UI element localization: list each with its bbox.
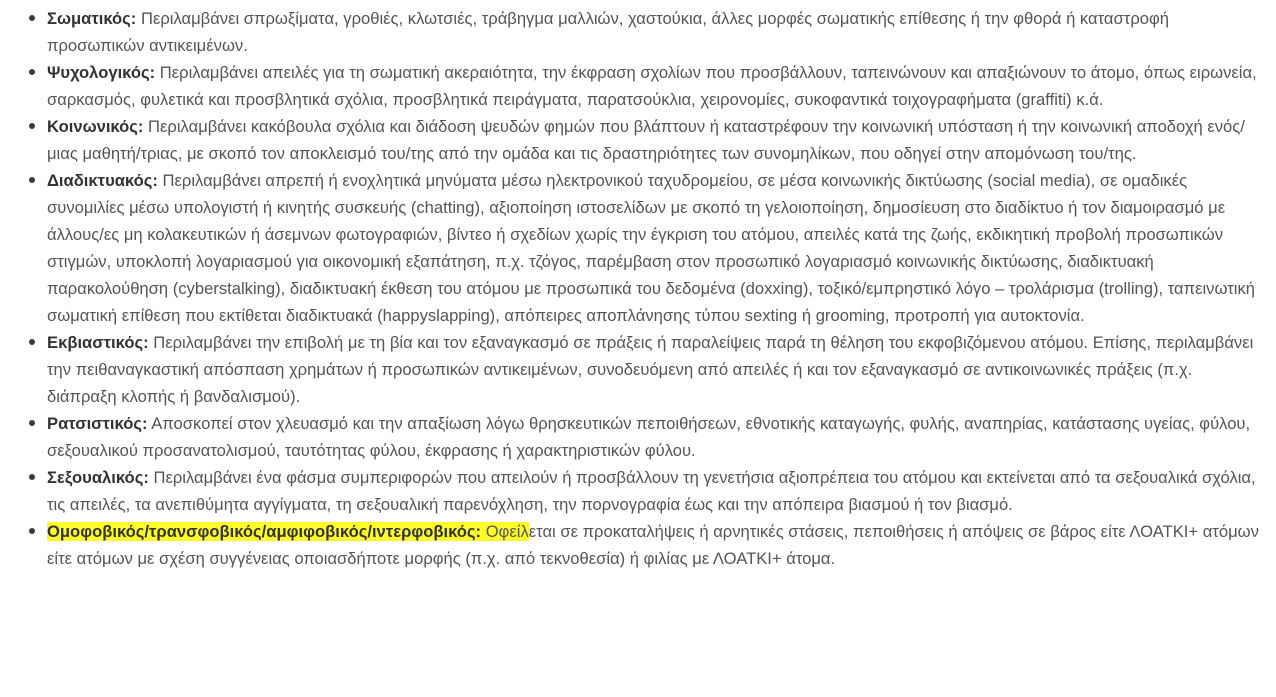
bullet-icon: [29, 69, 35, 75]
bullet-icon: [29, 15, 35, 21]
list-item-ekviastikos: [0, 329, 1276, 410]
list-item-somatikos: [0, 5, 1276, 59]
term-label: Κοινωνικός:: [47, 117, 144, 136]
term-label: Διαδικτυακός:: [47, 171, 158, 190]
term-label: Σωματικός:: [47, 9, 137, 28]
term-label: Ψυχολογικός:: [47, 63, 156, 82]
bullying-types-list: [0, 5, 1276, 572]
list-item-sexoualikos: [0, 464, 1276, 518]
highlighted-text: Οφείλ: [481, 522, 529, 541]
term-label: Ρατσιστικός:: [47, 414, 148, 433]
term-label-highlighted: Ομοφοβικός/τρανσφοβικός/αμφιφοβικός/ιντερφοβικός:: [47, 522, 482, 541]
list-item-koinonikos: [0, 113, 1276, 167]
item-description: Περιλαμβάνει απειλές για τη σωματική ακεραιότητα, την έκφραση σχολίων που προσβάλλουν, ταπεινώνουν και απαξιώνουν το άτομο, όπως ειρωνεία, σαρκασμός, φυλετικά και προσβλητικά σχόλια, προσβλητικά πειράγματα, παρατσούκλια, χειρονομίες, συκοφαντικά τοιχογραφήματα (graffiti) κ.ά.: [47, 63, 1257, 109]
document-body: [0, 5, 1276, 572]
list-item-psychologikos: [0, 59, 1276, 113]
list-item-diadiktyakos: [0, 167, 1276, 329]
bullet-icon: [29, 420, 35, 426]
bullet-icon: [29, 339, 35, 345]
bullet-icon: [29, 177, 35, 183]
list-item-omofovikos: [0, 518, 1276, 572]
list-item-ratsistikos: [0, 410, 1276, 464]
item-description: Περιλαμβάνει ένα φάσμα συμπεριφορών που απειλούν ή προσβάλλουν τη γενετήσια αξιοπρέπεια του ατόμου και εκτείνεται από τα σεξουαλικά σχόλια, τις απειλές, τα ανεπιθύμητα αγγίγματα, τη σεξουαλική παρενόχληση, την πορνογραφία έως και την απόπειρα βιασμού ή τον βιασμό.: [47, 468, 1256, 514]
term-label: Σεξουαλικός:: [47, 468, 149, 487]
item-description: Αποσκοπεί στον χλευασμό και την απαξίωση λόγω θρησκευτικών πεποιθήσεων, εθνοτικής καταγωγής, φυλής, αναπηρίας, κατάστασης υγείας, φύλου, σεξουαλικού προσανατολισμού, ταυτότητας φύλου, έκφρασης ή χαρακτηριστικών φύλου.: [47, 414, 1251, 460]
bullet-icon: [29, 474, 35, 480]
bullet-icon: [29, 123, 35, 129]
bullet-icon: [29, 528, 35, 534]
item-description: Περιλαμβάνει σπρωξίματα, γροθιές, κλωτσιές, τράβηγμα μαλλιών, χαστούκια, άλλες μορφές σωματικής επίθεσης ή την φθορά ή καταστροφή προσωπικών αντικειμένων.: [47, 9, 1169, 55]
item-description: Περιλαμβάνει απρεπή ή ενοχλητικά μηνύματα μέσω ηλεκτρονικού ταχυδρομείου, σε μέσα κοινωνικής δικτύωσης (social media), σε ομαδικές συνομιλίες μέσω υπολογιστή ή κινητής συσκευής (chatting), αξιοποίηση ιστοσελίδων με σκοπό τη γελοιοποίηση, δημοσίευση στο διαδίκτυο ή τον διαμοιρασμό με άλλους/ες μη κολακευτικών ή άσεμνων φωτογραφιών, βίντεο ή σχεδίων χωρίς την έγκριση του ατόμου, απειλές κατά της ζωής, εκδικητική προβολή προσωπικών στιγμών, υποκλοπή λογαριασμού για οικονομική εξαπάτηση, π.χ. τζόγος, παρέμβαση στον προσωπικό λογαριασμό κοινωνικής δικτύωσης, διαδικτυακή παρακολούθηση (cyberstalking), διαδικτυακή έκθεση του ατόμου με προσωπικά του δεδομένα (doxxing), τοξικό/εμπρηστικό λόγο – τρολάρισμα (trolling), ταπεινωτική σωματική επίθεση που εκτίθεται διαδικτυακά (happyslapping), απόπειρες αποπλάνησης τύπου sexting ή grooming, προτροπή για αυτοκτονία.: [47, 171, 1255, 325]
item-description: Περιλαμβάνει κακόβουλα σχόλια και διάδοση ψευδών φημών που βλάπτουν ή καταστρέφουν την κοινωνική υπόσταση ή την κοινωνική αποδοχή ενός/μιας μαθητή/τριας, με σκοπό τον αποκλεισμό του/της από την ομάδα και τις δραστηριότητες των συνομηλίκων, που οδηγεί στην απομόνωση του/της.: [47, 117, 1245, 163]
item-description: Περιλαμβάνει την επιβολή με τη βία και τον εξαναγκασμό σε πράξεις ή παραλείψεις παρά τη θέληση του εκφοβιζόμενου ατόμου. Επίσης, περιλαμβάνει την πειθαναγκαστική απόσπαση χρημάτων ή προσωπικών αντικειμένων, συνοδευόμενη από απειλές ή και τον εξαναγκασμό σε αντικοινωνικές πράξεις (π.χ. διάπραξη κλοπής ή βανδαλισμού).: [47, 333, 1254, 406]
term-label: Εκβιαστικός:: [47, 333, 149, 352]
item-description: εται σε προκαταλήψεις ή αρνητικές στάσεις, πεποιθήσεις ή απόψεις σε βάρος είτε ΛΟΑΤΚΙ+ ατόμων είτε ατόμων με σχέση συγγένειας οποιασδήποτε μορφής (π.χ. από τεκνοθεσία) ή φιλίας με ΛΟΑΤΚΙ+ άτομα.: [47, 522, 1259, 568]
